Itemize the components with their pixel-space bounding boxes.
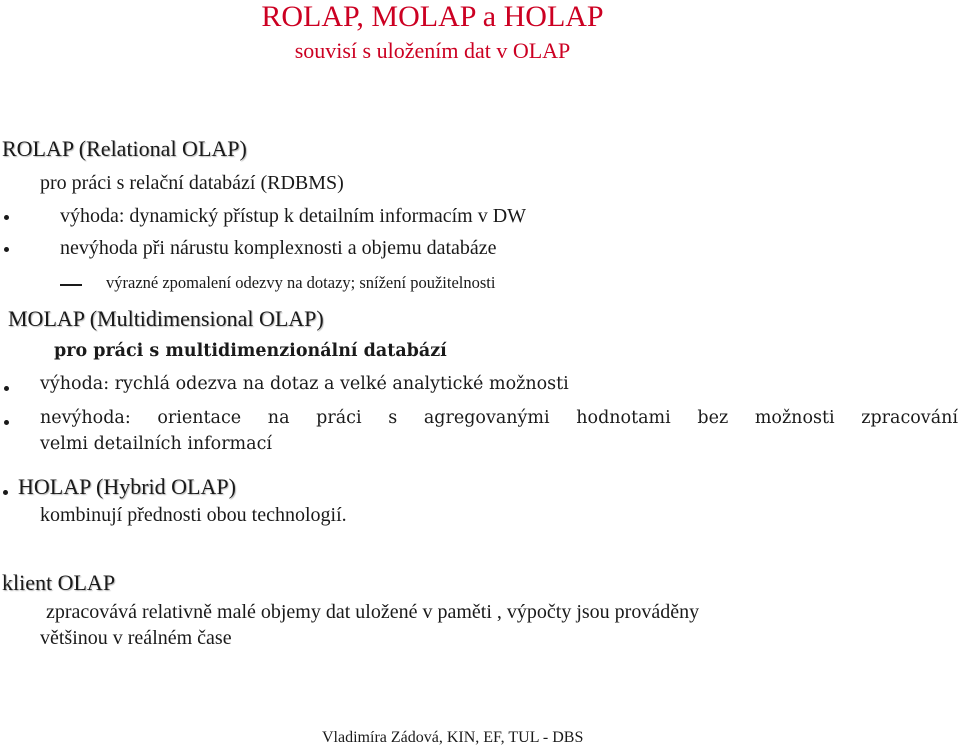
- holap-intro: kombinují přednosti obou technologií.: [40, 504, 347, 526]
- client-olap-line1: zpracovává relativně malé objemy dat uložené v paměti , výpočty jsou prováděny: [46, 601, 700, 623]
- slide-title: ROLAP, MOLAP a HOLAP: [261, 0, 604, 33]
- molap-heading: MOLAP (Multidimensional OLAP): [8, 306, 324, 331]
- rolap-sub-point: výrazné zpomalení odezvy na dotazy; snížení použitelnosti: [106, 273, 496, 292]
- slide-footer: Vladimíra Zádová, KIN, EF, TUL - DBS: [322, 729, 584, 746]
- rolap-disadvantage: nevýhoda při nárustu komplexnosti a objemu databáze: [60, 237, 497, 259]
- holap-heading: HOLAP (Hybrid OLAP): [18, 474, 236, 499]
- client-olap-heading: klient OLAP: [2, 570, 116, 595]
- molap-advantage: výhoda: rychlá odezva na dotaz a velké analytické možnosti: [40, 374, 569, 394]
- bullet-icon: [4, 247, 9, 252]
- client-olap-line2: většinou v reálném čase: [40, 627, 232, 649]
- rolap-advantage: výhoda: dynamický přístup k detailním informacím v DW: [60, 205, 527, 227]
- bullet-icon: [3, 490, 8, 495]
- bullet-icon: [4, 386, 9, 391]
- slide-subtitle: souvisí s uložením dat v OLAP: [294, 38, 571, 63]
- bullet-icon: [4, 420, 9, 425]
- molap-disadvantage-line2: velmi detailních informací: [40, 434, 272, 454]
- molap-disadvantage-line1: nevýhoda: orientace na práci s agregovanými hodnotami bez možnosti zpracování: [40, 408, 958, 428]
- bullet-icon: [4, 215, 9, 220]
- rolap-heading: ROLAP (Relational OLAP): [2, 136, 247, 161]
- rolap-intro: pro práci s relační databází (RDBMS): [40, 172, 344, 194]
- dash-icon: [60, 284, 82, 286]
- molap-intro: pro práci s multidimenzionální databází: [54, 341, 447, 361]
